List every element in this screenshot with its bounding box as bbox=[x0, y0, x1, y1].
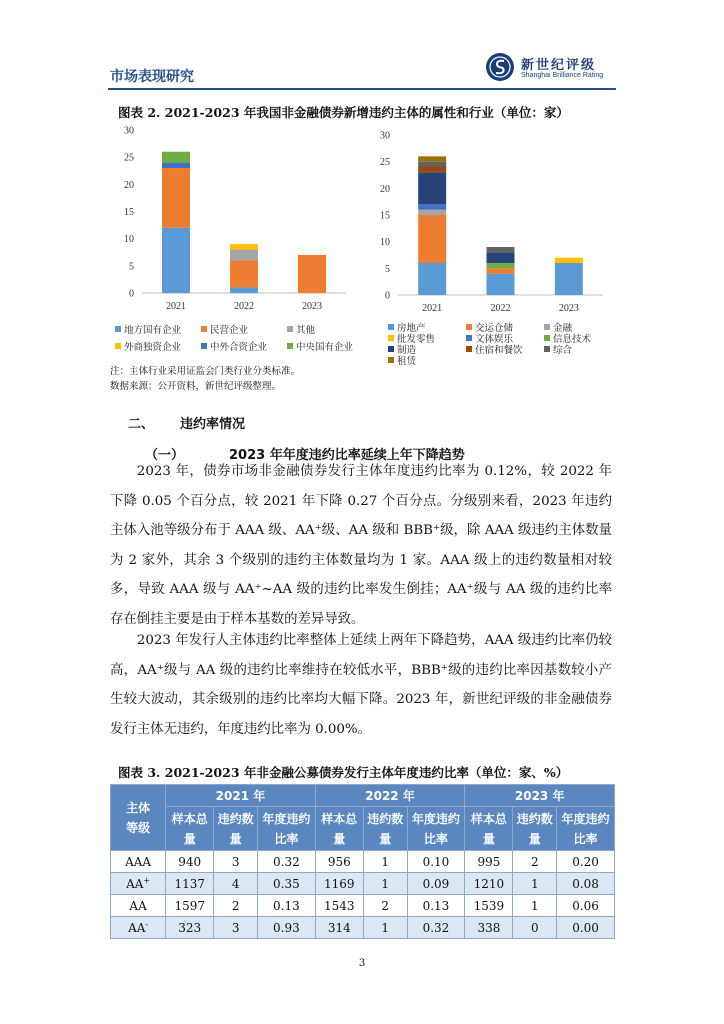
section-heading-text: 违约率情况 bbox=[180, 417, 246, 432]
bar-segment bbox=[162, 163, 190, 168]
table-cell: 323 bbox=[166, 917, 214, 939]
page-number: 3 bbox=[358, 958, 366, 969]
legend-label: 信息技术 bbox=[553, 334, 592, 345]
legend-swatch bbox=[466, 335, 472, 341]
grade-cell bbox=[111, 895, 166, 917]
y-tick-label: 25 bbox=[124, 152, 134, 164]
table-cell: 995 bbox=[465, 851, 513, 873]
legend-item bbox=[115, 322, 181, 336]
table-cell: 0.10 bbox=[407, 851, 465, 873]
table-subheader: 样本总量 bbox=[166, 807, 214, 851]
bar-segment bbox=[230, 288, 258, 293]
table-cell: 1169 bbox=[315, 873, 363, 895]
legend-swatch bbox=[287, 326, 293, 332]
legend-swatch bbox=[115, 343, 121, 349]
legend-swatch bbox=[544, 346, 550, 352]
table-cell: 940 bbox=[166, 851, 214, 873]
year-header-2021: 2021 年 bbox=[166, 785, 316, 807]
legend-item bbox=[466, 342, 523, 356]
table-subheader: 年度违约比率 bbox=[557, 807, 615, 851]
bar-segment bbox=[487, 247, 515, 252]
table-cell: 2 bbox=[363, 895, 407, 917]
table-subheader-row bbox=[111, 807, 615, 851]
x-tick-label: 2021 bbox=[422, 303, 443, 314]
x-tick-label: 2023 bbox=[302, 301, 322, 312]
paragraph-1: 2023 年，债券市场非金融债券发行主体年度违约比率为 0.12%，较 2022 年下降 0.05 个百分点，较 2021 年下降 0.27 个百分点。分级别来看，2023 年违约主体入池等级分布于 AAA 级、AA⁺级、AA 级和 BBB⁺级，除 AAA 级违约主体数量为 2 家外，其余 3 个级别的违约主体数量均为 1 家。AAA 级上的违约数量相对较多，导致 AAA 级与 AA⁺~AA 级的违约比率发生倒挂；AA⁺级与 AA 级的违约比率存在倒挂主要是由于样本基数的差异导致。 bbox=[110, 464, 612, 627]
figure2-title: 图表 2. 2021-2023 年我国非金融债券新增违约主体的属性和行业（单位：家） bbox=[118, 105, 569, 120]
legend-label: 交运仓储 bbox=[475, 323, 514, 334]
table-cell: 0.06 bbox=[557, 895, 615, 917]
table-cell: 314 bbox=[315, 917, 363, 939]
x-tick-label: 2022 bbox=[490, 303, 511, 314]
table-row bbox=[111, 917, 615, 939]
legend-label: 文体娱乐 bbox=[475, 334, 514, 345]
paragraph-2: 2023 年发行人主体违约比率整体上延续上两年下降趋势，AAA 级违约比率仍较高，AA⁺级与 AA 级的违约比率维持在较低水平，BBB⁺级的违约比率因基数较小产生较大波动，其余级别的违约比率均大幅下降。2023 年，新世纪评级的非金融债券发行主体无违约，年度违约比率为 0.00%。 bbox=[110, 633, 612, 737]
legend-label: 中央国有企业 bbox=[296, 342, 354, 353]
figure2-source: 数据来源：公开资料，新世纪评级整理。 bbox=[110, 381, 282, 392]
legend-label: 房地产 bbox=[397, 323, 426, 334]
table-subheader: 样本总量 bbox=[315, 807, 363, 851]
table-row bbox=[111, 851, 615, 873]
legend-item bbox=[201, 322, 248, 336]
legend-swatch bbox=[544, 335, 550, 341]
y-tick-label: 5 bbox=[385, 263, 390, 275]
table-cell: 3 bbox=[214, 917, 258, 939]
table-cell: 0.13 bbox=[407, 895, 465, 917]
bar-segment bbox=[418, 204, 446, 209]
bar-segment bbox=[162, 168, 190, 228]
legend-swatch bbox=[388, 346, 394, 352]
table-cell: 0.32 bbox=[257, 851, 315, 873]
grade-modifier: + bbox=[143, 876, 151, 885]
table-cell: 1 bbox=[363, 917, 407, 939]
bar-segment bbox=[418, 210, 446, 215]
bar-segment bbox=[162, 228, 190, 293]
grade-label: AA bbox=[128, 921, 146, 935]
header-divider bbox=[108, 88, 616, 90]
year-header-2023: 2023 年 bbox=[465, 785, 615, 807]
year-header-2022: 2022 年 bbox=[315, 785, 465, 807]
bar-segment bbox=[230, 250, 258, 261]
figure2-notes bbox=[110, 364, 300, 394]
subsection-number: （一） bbox=[145, 448, 185, 463]
chart-industry bbox=[362, 126, 608, 316]
y-tick-label: 15 bbox=[124, 207, 134, 218]
table-cell: 1597 bbox=[166, 895, 214, 917]
chart-industry-svg bbox=[362, 126, 608, 316]
table-cell: 1539 bbox=[465, 895, 513, 917]
table-cell: 2 bbox=[513, 851, 557, 873]
y-tick-label: 0 bbox=[129, 288, 134, 300]
table-subheader: 违约数量 bbox=[214, 807, 258, 851]
table-cell: 0.32 bbox=[407, 917, 465, 939]
y-tick-label: 20 bbox=[380, 183, 390, 195]
company-logo bbox=[485, 52, 605, 86]
x-tick-label: 2023 bbox=[558, 303, 579, 314]
legend-swatch bbox=[544, 324, 550, 330]
bar-segment bbox=[487, 274, 515, 295]
legend-swatch bbox=[388, 357, 394, 363]
bar-segment bbox=[418, 215, 446, 263]
table-cell: 0.93 bbox=[257, 917, 315, 939]
table-row bbox=[111, 895, 615, 917]
grade-cell bbox=[111, 917, 166, 939]
chart-ownership-svg bbox=[110, 122, 350, 317]
legend-swatch bbox=[201, 326, 207, 332]
bar-segment bbox=[230, 244, 258, 249]
subsection-heading-text: 2023 年年度违约比率延续上年下降趋势 bbox=[229, 448, 465, 463]
bar-segment bbox=[230, 260, 258, 287]
table-cell: 0.35 bbox=[257, 873, 315, 895]
grade-cell bbox=[111, 851, 166, 873]
table-cell: 0.13 bbox=[257, 895, 315, 917]
legend-swatch bbox=[201, 343, 207, 349]
section-number: 二、 bbox=[128, 417, 155, 432]
figure3-title: 图表 3. 2021-2023 年非金融公募债券发行主体年度违约比率（单位：家、%） bbox=[118, 765, 569, 780]
bar-segment bbox=[418, 156, 446, 161]
bar-segment bbox=[487, 268, 515, 273]
legend-item bbox=[115, 339, 181, 353]
table-body bbox=[111, 851, 615, 939]
table-cell: 1137 bbox=[166, 873, 214, 895]
legend-label: 租赁 bbox=[397, 356, 417, 367]
table-subheader: 违约数量 bbox=[363, 807, 407, 851]
section-heading bbox=[128, 413, 245, 432]
legend-label: 综合 bbox=[553, 345, 573, 356]
legend-label: 民营企业 bbox=[210, 325, 249, 336]
table-cell: 1 bbox=[363, 851, 407, 873]
table-cell: 0.08 bbox=[557, 873, 615, 895]
table-subheader: 违约数量 bbox=[513, 807, 557, 851]
legend-label: 外商独资企业 bbox=[124, 342, 182, 353]
legend-swatch bbox=[466, 324, 472, 330]
y-tick-label: 30 bbox=[124, 125, 134, 137]
table-cell: 0.20 bbox=[557, 851, 615, 873]
bar-segment bbox=[418, 167, 446, 172]
legend-label: 地方国有企业 bbox=[124, 325, 182, 336]
legend-label: 住宿和餐饮 bbox=[475, 345, 523, 356]
chart-ownership bbox=[110, 122, 350, 317]
legend-swatch bbox=[388, 324, 394, 330]
legend-item bbox=[388, 353, 416, 367]
y-tick-label: 15 bbox=[380, 210, 390, 222]
bar-segment bbox=[162, 152, 190, 163]
logo-emblem-icon bbox=[485, 52, 515, 82]
legend-ownership bbox=[115, 322, 365, 356]
logo-chinese-name: 新世纪评级 bbox=[521, 58, 597, 73]
section-header-title: 市场表现研究 bbox=[110, 69, 194, 85]
legend-industry bbox=[388, 320, 613, 367]
legend-label: 中外合资企业 bbox=[210, 342, 268, 353]
figure2-note: 注：主体行业采用证监会门类行业分类标准。 bbox=[110, 366, 301, 377]
bar-segment bbox=[487, 263, 515, 268]
y-tick-label: 20 bbox=[124, 179, 134, 191]
bar-segment bbox=[418, 172, 446, 204]
legend-label: 批发零售 bbox=[397, 334, 436, 345]
table-cell: 1 bbox=[363, 873, 407, 895]
legend-item bbox=[287, 339, 353, 353]
grade-label: AA bbox=[129, 898, 147, 913]
bar-segment bbox=[298, 255, 326, 293]
bar-segment bbox=[555, 263, 583, 295]
table-cell: 1543 bbox=[315, 895, 363, 917]
x-tick-label: 2021 bbox=[166, 301, 186, 312]
y-tick-label: 30 bbox=[380, 130, 390, 142]
bar-segment bbox=[555, 258, 583, 263]
grade-modifier: - bbox=[145, 920, 149, 929]
y-tick-label: 25 bbox=[380, 157, 390, 169]
legend-label: 其他 bbox=[296, 325, 316, 336]
legend-swatch bbox=[115, 326, 121, 332]
legend-item bbox=[201, 339, 267, 353]
default-rate-table bbox=[110, 784, 615, 939]
legend-item bbox=[544, 342, 572, 356]
table-cell: 1 bbox=[513, 895, 557, 917]
bar-segment bbox=[487, 252, 515, 263]
legend-label: 制造 bbox=[397, 345, 417, 356]
bar-segment bbox=[418, 162, 446, 167]
table-corner-header bbox=[111, 785, 166, 851]
table-cell: 338 bbox=[465, 917, 513, 939]
table-cell: 1 bbox=[513, 873, 557, 895]
grade-label: AA bbox=[126, 877, 144, 891]
y-tick-label: 10 bbox=[124, 234, 134, 246]
table-subheader: 年度违约比率 bbox=[257, 807, 315, 851]
x-tick-label: 2022 bbox=[234, 301, 254, 312]
y-tick-label: 5 bbox=[129, 261, 134, 273]
corner-label: 主体等级 bbox=[126, 800, 151, 835]
bar-segment bbox=[418, 263, 446, 295]
table-cell: 1210 bbox=[465, 873, 513, 895]
table-cell: 0 bbox=[513, 917, 557, 939]
table-row bbox=[111, 873, 615, 895]
y-tick-label: 10 bbox=[380, 237, 390, 249]
logo-english-name: Shanghai Brilliance Rating bbox=[521, 72, 604, 79]
table-subheader: 年度违约比率 bbox=[407, 807, 465, 851]
table-cell: 4 bbox=[214, 873, 258, 895]
table-cell: 2 bbox=[214, 895, 258, 917]
legend-label: 金融 bbox=[553, 323, 573, 334]
table-subheader: 样本总量 bbox=[465, 807, 513, 851]
legend-swatch bbox=[466, 346, 472, 352]
grade-label: AAA bbox=[125, 854, 152, 869]
table-cell: 956 bbox=[315, 851, 363, 873]
legend-swatch bbox=[287, 343, 293, 349]
legend-swatch bbox=[388, 335, 394, 341]
grade-cell bbox=[111, 873, 166, 895]
table-cell: 0.09 bbox=[407, 873, 465, 895]
y-tick-label: 0 bbox=[385, 290, 390, 302]
legend-item bbox=[287, 322, 315, 336]
table-cell: 3 bbox=[214, 851, 258, 873]
table-cell: 0.00 bbox=[557, 917, 615, 939]
